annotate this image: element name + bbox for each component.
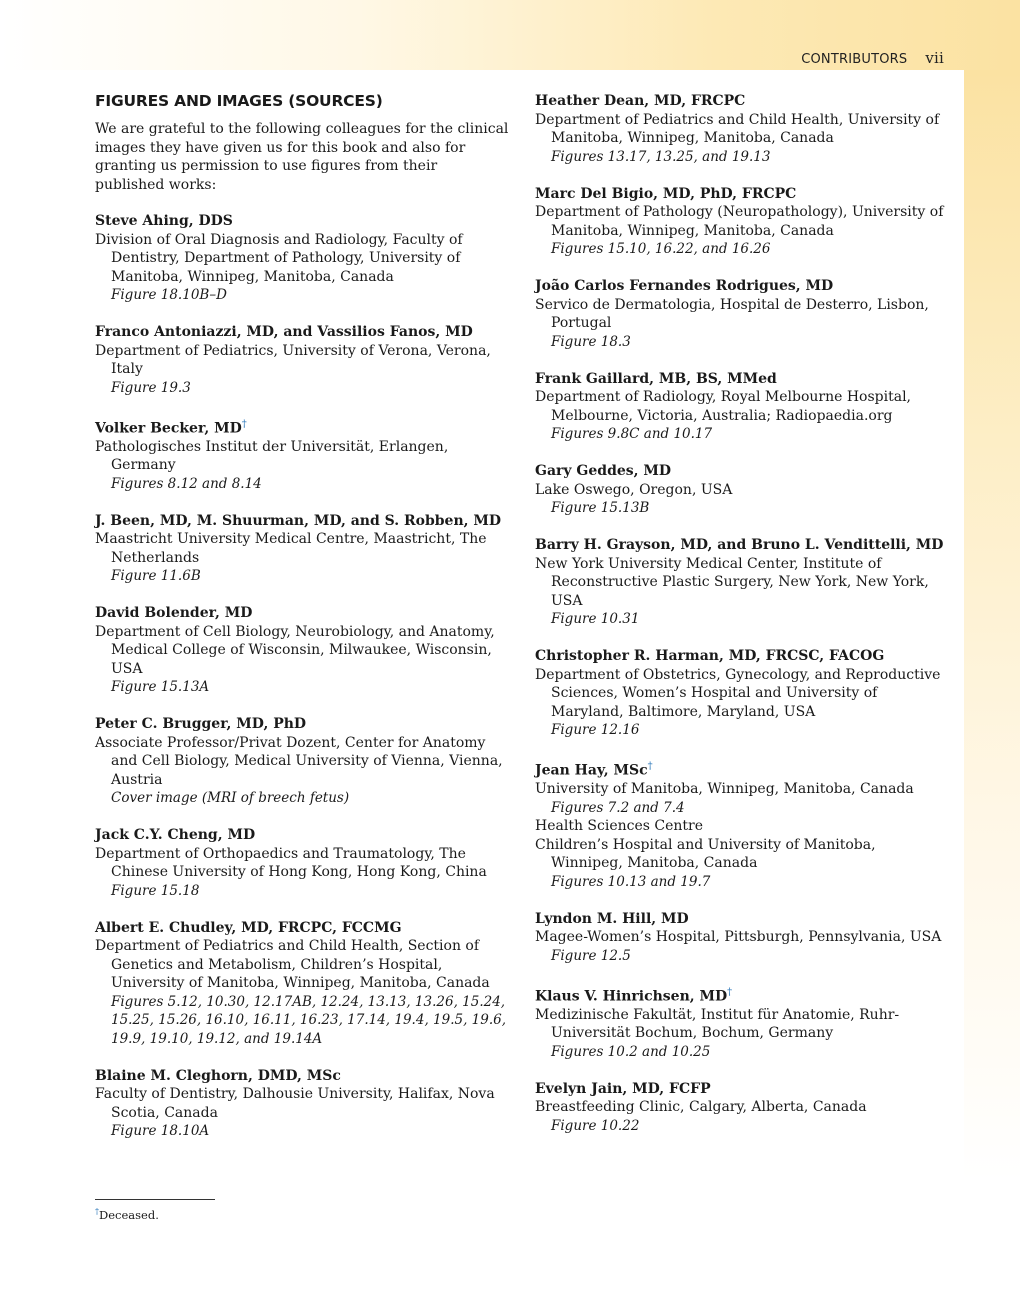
figure-reference: Figure 18.10A bbox=[111, 1123, 210, 1140]
affiliation: University of Manitoba, Winnipeg, Manitoba, Canada bbox=[535, 781, 914, 798]
figure-reference: Figure 15.13A bbox=[111, 679, 210, 696]
contributor-name bbox=[95, 919, 510, 938]
contributor-entry bbox=[95, 416, 510, 494]
contributor-entry bbox=[535, 277, 950, 351]
affiliation: Medizinische Fakultät, Institut für Anatomie, Ruhr-Universität Bochum, Bochum, Germany bbox=[535, 1006, 900, 1042]
figure-reference: Figure 12.16 bbox=[551, 722, 640, 738]
figure-reference: Figure 15.13B bbox=[551, 500, 650, 516]
figure-reference: Figures 15.10, 16.22, and 16.26 bbox=[551, 241, 771, 257]
affiliation: Lake Oswego, Oregon, USA bbox=[535, 481, 733, 498]
contributor-entry bbox=[95, 715, 510, 808]
contributor-name-text: Gary Geddes, MD bbox=[535, 463, 672, 479]
affiliation: Department of Orthopaedics and Traumatology, The Chinese University of Hong Kong, Hong Kong, China bbox=[95, 845, 487, 881]
deceased-mark: † bbox=[647, 761, 653, 772]
affiliation: Department of Obstetrics, Gynecology, and Reproductive Sciences, Women’s Hospital and University of Maryland, Baltimore, Maryland, USA bbox=[535, 666, 941, 720]
figure-reference: Figures 10.2 and 10.25 bbox=[551, 1043, 711, 1060]
contributor-name-text: David Bolender, MD bbox=[95, 605, 253, 622]
figure-reference: Figures 8.12 and 8.14 bbox=[111, 475, 262, 492]
affiliation: Department of Pathology (Neuropathology), University of Manitoba, Winnipeg, Manitoba, Canada bbox=[535, 204, 944, 239]
figure-reference: Figure 12.5 bbox=[551, 947, 631, 964]
contributor-entry bbox=[535, 1080, 950, 1136]
affiliation: Servico de Dermatologia, Hospital de Desterro, Lisbon, Portugal bbox=[535, 296, 929, 331]
contributor-name-text: Christopher R. Harman, MD, FRCSC, FACOG bbox=[535, 648, 885, 664]
running-head bbox=[801, 49, 944, 67]
contributor-name-text: João Carlos Fernandes Rodrigues, MD bbox=[535, 278, 834, 294]
contributor-entry bbox=[95, 323, 510, 397]
contributor-name bbox=[95, 416, 510, 438]
intro-paragraph: We are grateful to the following colleagues for the clinical images they have given us for this book and also for granting us permission to use figures from their published works: bbox=[95, 121, 509, 193]
page-number: vii bbox=[925, 49, 944, 67]
contributor-name bbox=[95, 512, 510, 531]
contributor-entry bbox=[535, 910, 950, 966]
figure-reference: Figures 10.13 and 19.7 bbox=[551, 873, 711, 890]
figure-reference: Cover image (MRI of breech fetus) bbox=[111, 790, 350, 807]
contributor-list-right bbox=[535, 92, 950, 1135]
footnote-rule bbox=[95, 1199, 215, 1200]
deceased-mark: † bbox=[241, 418, 247, 430]
contributor-name-text: Albert E. Chudley, MD, FRCPC, FCCMG bbox=[95, 919, 402, 936]
contributor-name-text: Lyndon M. Hill, MD bbox=[535, 910, 689, 927]
affiliation: Department of Pediatrics and Child Health, University of Manitoba, Winnipeg, Manitoba, Canada bbox=[535, 111, 940, 146]
figure-reference: Figure 10.31 bbox=[551, 611, 640, 627]
contributor-name bbox=[535, 758, 950, 780]
contributor-name bbox=[535, 462, 950, 481]
contributor-list-left bbox=[95, 212, 510, 1141]
contributor-entry bbox=[95, 604, 510, 697]
figure-reference: Figure 15.18 bbox=[111, 882, 200, 899]
figure-reference: Figures 5.12, 10.30, 12.17AB, 12.24, 13.13, 13.26, 15.24, 15.25, 15.26, 16.10, 16.11, 16.23, 17.14, 19.4, 19.5, 19.6, 19.9, 19.10, 19.12, and 19.14A bbox=[111, 993, 507, 1047]
figure-reference: Figure 18.3 bbox=[551, 333, 631, 350]
contributor-name-text: Steve Ahing, DDS bbox=[95, 213, 233, 229]
figure-reference: Figure 18.10B–D bbox=[111, 287, 227, 303]
contributor-entry bbox=[95, 212, 510, 305]
deceased-mark: † bbox=[727, 986, 733, 998]
contributor-entry bbox=[535, 647, 950, 740]
contributor-name-text: Barry H. Grayson, MD, and Bruno L. Vendittelli, MD bbox=[535, 537, 944, 553]
contributor-name bbox=[95, 212, 510, 231]
affiliation: Breastfeeding Clinic, Calgary, Alberta, Canada bbox=[535, 1099, 867, 1116]
contributor-name-text: Klaus V. Hinrichsen, MD bbox=[535, 988, 728, 1005]
contributor-name-text: Heather Dean, MD, FRCPC bbox=[535, 93, 746, 109]
figure-reference: Figures 7.2 and 7.4 bbox=[551, 799, 685, 816]
contributor-entry bbox=[535, 536, 950, 629]
contributor-entry bbox=[535, 185, 950, 259]
contributor-entry bbox=[95, 826, 510, 900]
affiliation: Division of Oral Diagnosis and Radiology, Faculty of Dentistry, Department of Pathology, University of Manitoba, Winnipeg, Manitoba, Canada bbox=[95, 231, 463, 285]
figure-reference: Figures 9.8C and 10.17 bbox=[551, 426, 713, 442]
contributor-entry bbox=[535, 462, 950, 518]
contributor-name-text: Volker Becker, MD bbox=[95, 420, 242, 437]
section-title: FIGURES AND IMAGES (SOURCES) bbox=[95, 92, 383, 110]
contributor-name-text: Jack C.Y. Cheng, MD bbox=[95, 827, 256, 844]
contributor-name bbox=[535, 185, 950, 204]
contributor-name bbox=[535, 647, 950, 666]
contributor-name bbox=[535, 92, 950, 111]
contributor-name-text: J. Been, MD, M. Shuurman, MD, and S. Robben, MD bbox=[95, 512, 502, 529]
contributor-name bbox=[535, 536, 950, 555]
figure-reference: Figures 13.17, 13.25, and 19.13 bbox=[551, 148, 771, 165]
contributor-entry bbox=[95, 512, 510, 586]
footnote bbox=[95, 1207, 159, 1222]
contributor-name bbox=[535, 984, 950, 1006]
footnote-mark: † bbox=[95, 1207, 99, 1216]
contributor-name bbox=[535, 370, 950, 389]
affiliation: Faculty of Dentistry, Dalhousie University, Halifax, Nova Scotia, Canada bbox=[95, 1086, 495, 1121]
contributor-name bbox=[95, 604, 510, 623]
contributor-entry bbox=[95, 919, 510, 1049]
right-column bbox=[535, 92, 950, 1154]
contributor-entry bbox=[535, 370, 950, 444]
contributor-entry bbox=[535, 984, 950, 1062]
contributor-name-text: Frank Gaillard, MB, BS, MMed bbox=[535, 370, 777, 387]
contributor-name-text: Peter C. Brugger, MD, PhD bbox=[95, 716, 307, 733]
left-column bbox=[95, 92, 510, 1159]
running-head-label: CONTRIBUTORS bbox=[801, 52, 908, 67]
contributor-name bbox=[95, 1067, 510, 1086]
affiliation: Maastricht University Medical Centre, Maastricht, The Netherlands bbox=[95, 531, 487, 566]
affiliation: Department of Pediatrics, University of Verona, Verona, Italy bbox=[95, 342, 491, 377]
contributor-name bbox=[95, 715, 510, 734]
contributor-entry bbox=[95, 1067, 510, 1141]
contributor-name bbox=[535, 277, 950, 296]
contributor-name-text: Marc Del Bigio, MD, PhD, FRCPC bbox=[535, 185, 797, 202]
contributor-entry bbox=[535, 758, 950, 891]
figure-reference: Figure 19.3 bbox=[111, 379, 191, 396]
contributor-entry bbox=[535, 92, 950, 166]
page-edge-band bbox=[964, 70, 1020, 1305]
affiliation: Health Sciences Centre bbox=[535, 818, 703, 835]
affiliation: Department of Cell Biology, Neurobiology, and Anatomy, Medical College of Wisconsin, Milwaukee, Wisconsin, USA bbox=[95, 623, 495, 677]
figure-reference: Figure 10.22 bbox=[551, 1117, 640, 1134]
contributor-name bbox=[95, 826, 510, 845]
affiliation: Associate Professor/Privat Dozent, Center for Anatomy and Cell Biology, Medical University of Vienna, Vienna, Austria bbox=[95, 734, 503, 788]
figure-reference: Figure 11.6B bbox=[111, 568, 201, 585]
affiliation: Children’s Hospital and University of Manitoba, Winnipeg, Manitoba, Canada bbox=[535, 836, 876, 872]
affiliation: New York University Medical Center, Institute of Reconstructive Plastic Surgery, New York, New York, USA bbox=[535, 555, 929, 609]
affiliation: Department of Pediatrics and Child Health, Section of Genetics and Metabolism, Children’s Hospital, University of Manitoba, Winnipeg, Manitoba, Canada bbox=[95, 938, 490, 992]
footnote-text: Deceased. bbox=[99, 1207, 159, 1222]
affiliation: Department of Radiology, Royal Melbourne Hospital, Melbourne, Victoria, Australia; Radiopaedia.org bbox=[535, 389, 912, 424]
contributor-name-text: Jean Hay, MSc bbox=[535, 762, 648, 779]
contributor-name bbox=[535, 910, 950, 929]
contributor-name bbox=[95, 323, 510, 342]
contributor-name-text: Franco Antoniazzi, MD, and Vassilios Fanos, MD bbox=[95, 324, 473, 340]
contributor-name-text: Evelyn Jain, MD, FCFP bbox=[535, 1080, 711, 1097]
contributor-name bbox=[535, 1080, 950, 1099]
affiliation: Pathologisches Institut der Universität, Erlangen, Germany bbox=[95, 438, 449, 474]
contributor-name-text: Blaine M. Cleghorn, DMD, MSc bbox=[95, 1067, 341, 1084]
affiliation: Magee-Women’s Hospital, Pittsburgh, Pennsylvania, USA bbox=[535, 929, 942, 946]
